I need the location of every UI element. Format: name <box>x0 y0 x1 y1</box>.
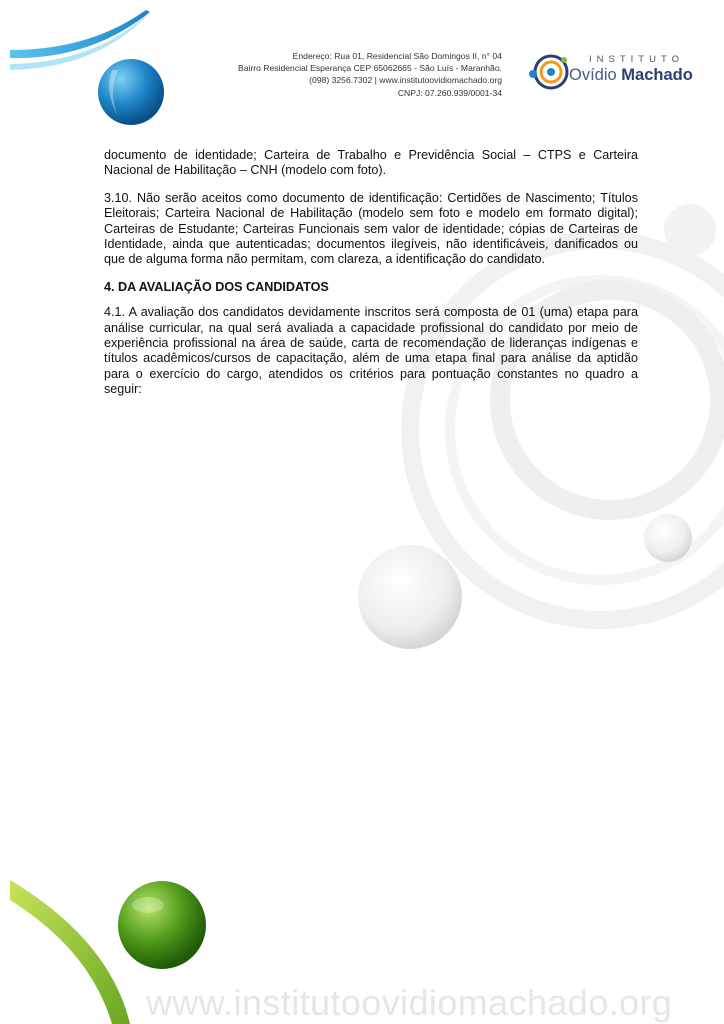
address-line: Bairro Residencial Esperança CEP 65062665 - São Luís - Maranhão. <box>237 63 502 74</box>
address-line: CNPJ: 07.260.939/0001-34 <box>397 87 502 98</box>
address-line: Endereço: Rua 01, Residencial São Domingos II, n° 04 <box>292 51 502 61</box>
institute-logo <box>527 50 707 94</box>
green-sphere-shape <box>118 881 206 969</box>
green-swoosh-shape <box>10 880 130 1024</box>
document-body <box>104 148 638 410</box>
paragraph-4-1: 4.1. A avaliação dos candidatos devidamente inscritos será composta de 01 (uma) etapa para análise curricular, na qual será avaliada a capacidade profissional do candidato por meio de experiência profissional na área de saúde, carta de recomendação de lideranças indígenas e títulos acadêmicos/cursos de capacitação, além de uma etapa final para análise da aptidão para o exercício do cargo, atendidos os critérios para pontuação constantes no quadro a seguir: <box>104 305 638 397</box>
logo-name-regular: Ovídio <box>569 66 617 84</box>
paragraph-id-documents: documento de identidade; Carteira de Trabalho e Previdência Social – CTPS e Carteira Nacional de Habilitação – CNH (modelo com foto). <box>104 148 638 178</box>
paragraph-3-10: 3.10. Não serão aceitos como documento de identificação: Certidões de Nascimento; Títulos Eleitorais; Carteira Nacional de Habilitação (modelo sem foto e modelo em formato digital); Carteiras de Estudante; Carteiras Funcionais sem valor de identidade; cópias de Carteiras de Identidade, ainda que autenticadas; documentos ilegíveis, não identificáveis, danificados ou que de alguma forma não permitam, com clareza, a identificação do candidato. <box>104 190 638 267</box>
logo-name <box>569 66 693 85</box>
header-address <box>238 50 502 99</box>
logo-top-text: INSTITUTO <box>589 54 684 65</box>
footer-website: www.institutoovidiomachado.org <box>146 982 673 1023</box>
blue-sphere-shape <box>98 59 164 125</box>
address-line: (098) 3256.7302 | www.institutoovidiomachado.org <box>309 75 502 86</box>
logo-mark-icon <box>527 50 571 94</box>
logo-name-bold: Machado <box>621 66 693 84</box>
section-heading: 4. DA AVALIAÇÃO DOS CANDIDATOS <box>104 279 329 294</box>
blue-swoosh-shape <box>10 10 150 58</box>
